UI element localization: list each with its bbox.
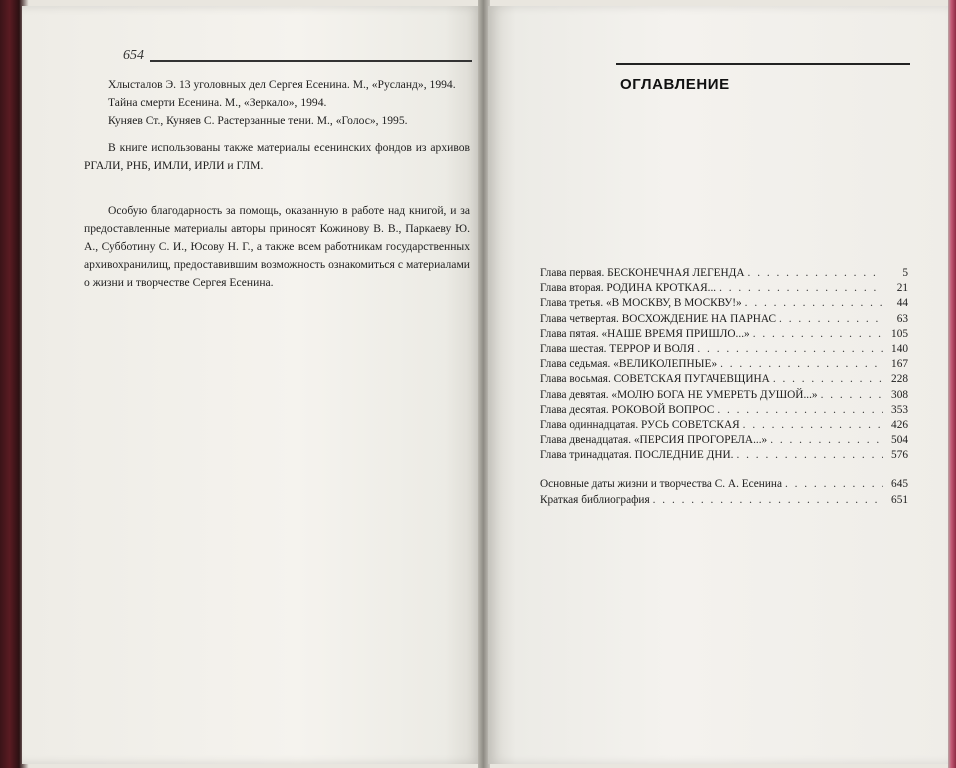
toc-leader-dots bbox=[773, 372, 883, 387]
toc-entry-title: Глава двенадцатая. «ПЕРСИЯ ПРОГОРЕЛА...» bbox=[540, 434, 768, 447]
toc-entry-page: 167 bbox=[891, 358, 908, 371]
bibliography-block bbox=[84, 76, 470, 175]
toc-entry-page: 5 bbox=[902, 267, 908, 279]
toc-entry bbox=[540, 493, 908, 508]
header-rule bbox=[150, 60, 472, 62]
toc-appendix-list bbox=[540, 477, 908, 507]
toc-leader-dots bbox=[770, 433, 883, 448]
toc-entry-page: 576 bbox=[891, 449, 908, 462]
left-page bbox=[22, 6, 482, 764]
toc-entry-title: Основные даты жизни и творчества С. А. Есенина bbox=[540, 478, 782, 491]
toc-entry bbox=[540, 403, 908, 418]
toc-leader-dots bbox=[748, 266, 883, 281]
archives-note: В книге использованы также материалы есенинских фондов из архивов РГАЛИ, РНБ, ИМЛИ, ИРЛИ и ГЛМ. bbox=[84, 141, 470, 172]
toc-leader-dots bbox=[717, 403, 883, 418]
toc-chapter-list bbox=[540, 266, 908, 463]
toc-entry-title: Глава пятая. «НАШЕ ВРЕМЯ ПРИШЛО...» bbox=[540, 327, 750, 340]
toc-leader-dots bbox=[779, 312, 883, 327]
cover-edge bbox=[948, 0, 956, 768]
toc-spacer bbox=[540, 463, 908, 477]
toc-entry-page: 504 bbox=[891, 434, 908, 447]
toc-leader-dots bbox=[719, 281, 883, 296]
toc-entry-title: Глава вторая. РОДИНА КРОТКАЯ... bbox=[540, 282, 717, 295]
toc-entry bbox=[540, 433, 908, 448]
table-of-contents bbox=[540, 266, 908, 508]
toc-entry-page: 21 bbox=[896, 282, 908, 295]
toc-entry bbox=[540, 372, 908, 387]
toc-entry bbox=[540, 327, 908, 342]
toc-entry bbox=[540, 477, 908, 492]
bibliography-entry: Тайна смерти Есенина. М., «Зеркало», 1994. bbox=[108, 96, 327, 109]
toc-entry bbox=[540, 266, 908, 281]
toc-entry-page: 105 bbox=[891, 327, 908, 340]
acknowledgment-text: Особую благодарность за помощь, оказанную в работе над книгой, и за предоставленные материалы авторы приносят Кожинову В. В., Паркаеву Ю. А., Субботину С. И., Юсову Н. Г., а также всем работникам государственных архивохранилищ, предоставившим возможность ознакомиться с материалами о жизни и творчестве Сергея Есенина. bbox=[84, 204, 470, 289]
toc-leader-dots bbox=[785, 477, 883, 492]
acknowledgment-block bbox=[84, 202, 470, 292]
toc-entry bbox=[540, 448, 908, 463]
toc-entry-page: 353 bbox=[891, 403, 908, 416]
toc-entry-page: 63 bbox=[896, 312, 908, 325]
toc-entry-page: 140 bbox=[891, 342, 908, 355]
toc-entry bbox=[540, 342, 908, 357]
toc-entry-page: 44 bbox=[896, 297, 908, 310]
right-page bbox=[488, 6, 948, 764]
toc-entry-title: Глава одиннадцатая. РУСЬ СОВЕТСКАЯ bbox=[540, 418, 740, 431]
toc-leader-dots bbox=[821, 388, 883, 403]
toc-entry-title: Глава первая. БЕСКОНЕЧНАЯ ЛЕГЕНДА bbox=[540, 267, 745, 279]
page-number: 654 bbox=[123, 48, 144, 63]
toc-entry-title: Глава восьмая. СОВЕТСКАЯ ПУГАЧЕВЩИНА bbox=[540, 373, 770, 386]
toc-entry-title: Глава шестая. ТЕРРОР И ВОЛЯ bbox=[540, 342, 695, 355]
toc-entry bbox=[540, 281, 908, 296]
toc-entry-title: Глава тринадцатая. ПОСЛЕДНИЕ ДНИ. bbox=[540, 449, 734, 462]
toc-entry bbox=[540, 418, 908, 433]
toc-entry-title: Глава третья. «В МОСКВУ, В МОСКВУ!» bbox=[540, 297, 742, 310]
toc-entry-title: Глава седьмая. «ВЕЛИКОЛЕПНЫЕ» bbox=[540, 358, 718, 371]
toc-leader-dots bbox=[720, 357, 883, 372]
toc-entry-title: Глава девятая. «МОЛЮ БОГА НЕ УМЕРЕТЬ ДУШОЙ...» bbox=[540, 388, 818, 401]
toc-entry-page: 308 bbox=[891, 388, 908, 401]
toc-entry-page: 228 bbox=[891, 373, 908, 386]
toc-entry bbox=[540, 357, 908, 372]
toc-leader-dots bbox=[697, 342, 883, 357]
toc-leader-dots bbox=[737, 448, 884, 463]
toc-leader-dots bbox=[745, 296, 883, 311]
toc-entry bbox=[540, 312, 908, 327]
toc-title: ОГЛАВЛЕНИЕ bbox=[620, 76, 730, 93]
toc-entry-page: 645 bbox=[891, 478, 908, 491]
toc-leader-dots bbox=[653, 493, 883, 508]
toc-entry-title: Глава десятая. РОКОВОЙ ВОПРОС bbox=[540, 403, 715, 416]
toc-entry-title: Краткая библиография bbox=[540, 493, 650, 506]
toc-entry-page: 651 bbox=[891, 493, 908, 506]
toc-leader-dots bbox=[753, 327, 883, 342]
toc-entry-title: Глава четвертая. ВОСХОЖДЕНИЕ НА ПАРНАС bbox=[540, 312, 777, 325]
toc-entry bbox=[540, 388, 908, 403]
header-rule bbox=[616, 63, 910, 65]
toc-leader-dots bbox=[743, 418, 883, 433]
bibliography-entry: Хлысталов Э. 13 уголовных дел Сергея Есенина. М., «Русланд», 1994. bbox=[108, 78, 456, 91]
bibliography-list bbox=[84, 76, 470, 130]
toc-entry bbox=[540, 296, 908, 311]
toc-entry-page: 426 bbox=[891, 418, 908, 431]
bibliography-entry: Куняев Ст., Куняев С. Растерзанные тени. М., «Голос», 1995. bbox=[108, 114, 408, 127]
